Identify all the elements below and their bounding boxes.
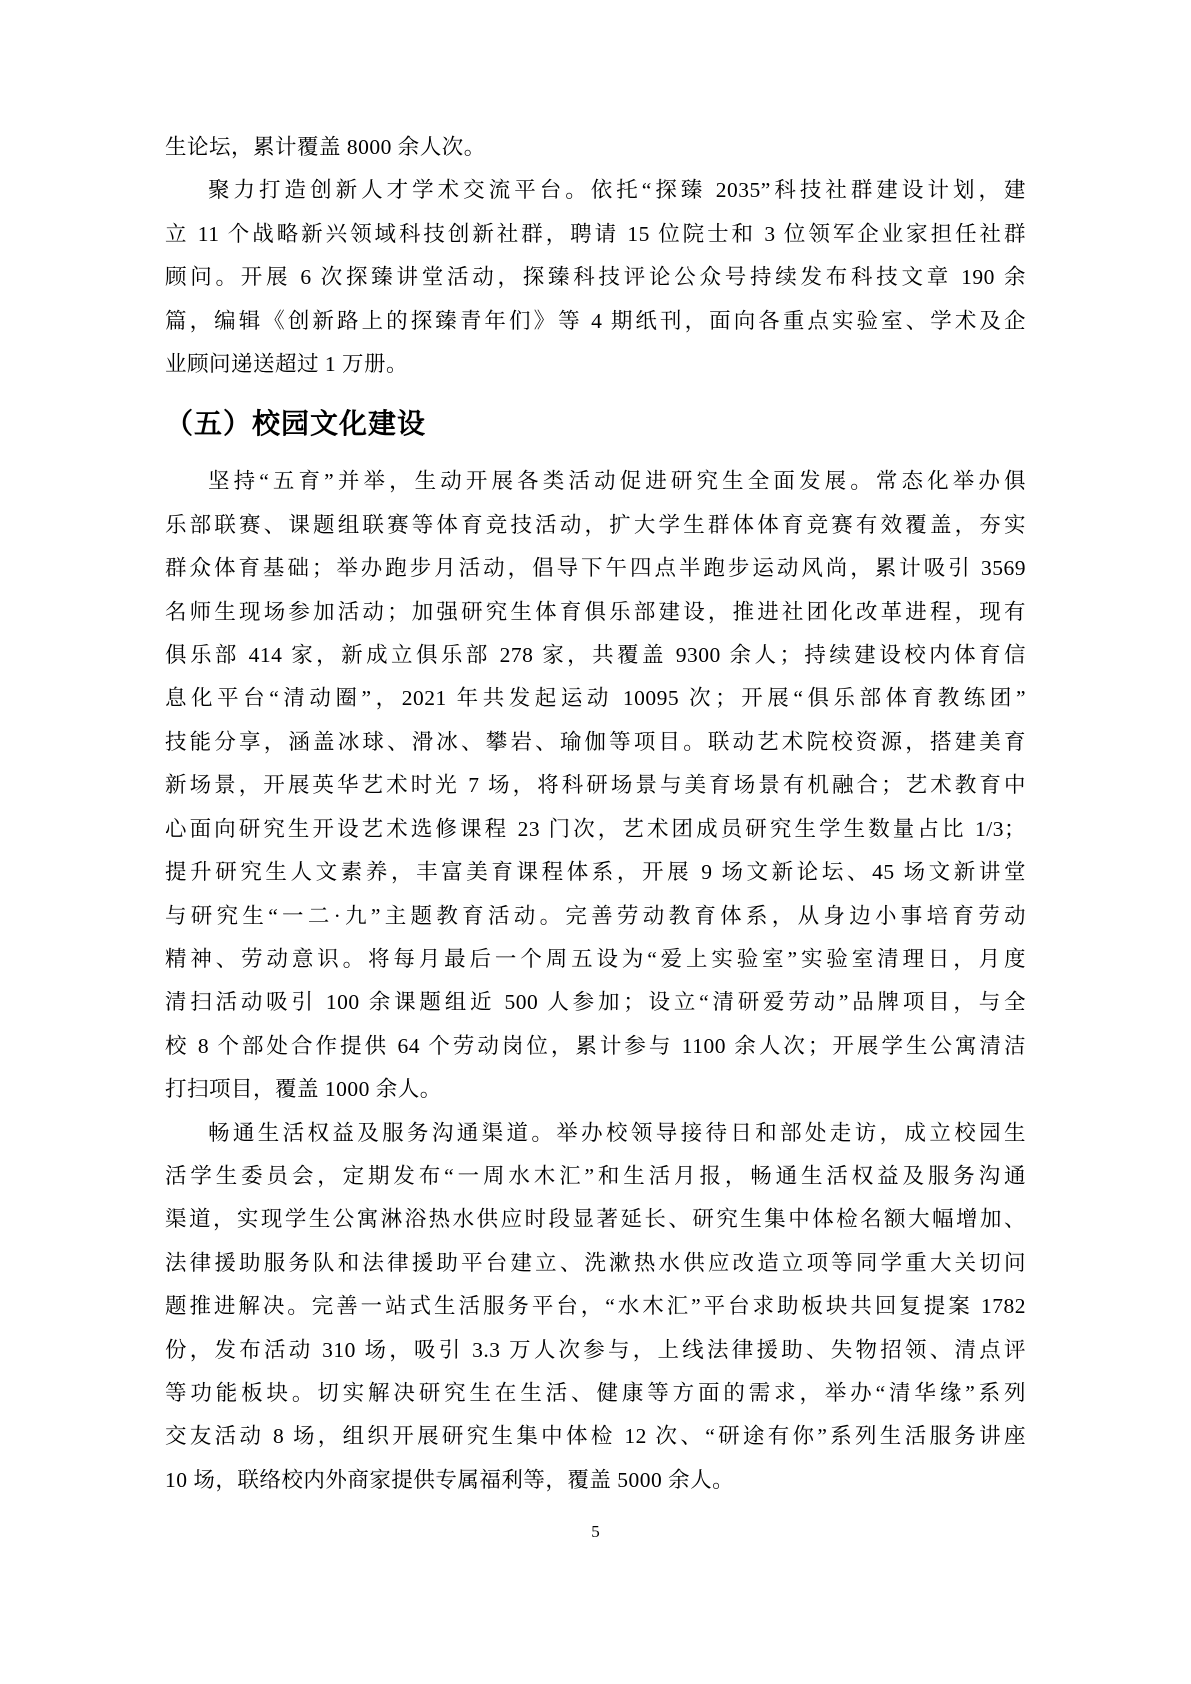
paragraph — [165, 460, 1026, 1111]
text-line: 交友活动 8 场，组织开展研究生集中体检 12 次、“研途有你”系列生活服务讲座 — [165, 1424, 1026, 1449]
text-line: 等功能板块。切实解决研究生在生活、健康等方面的需求，举办“清华缘”系列 — [165, 1380, 1026, 1405]
text-line: 技能分享，涵盖冰球、滑冰、攀岩、瑜伽等项目。联动艺术院校资源，搭建美育 — [165, 729, 1026, 754]
document-content — [165, 126, 1026, 1502]
paragraph — [165, 126, 1026, 169]
paragraph — [165, 169, 1026, 386]
text-line: 生论坛，累计覆盖 8000 余人次。 — [165, 135, 486, 159]
section-heading: （五）校园文化建设 — [165, 408, 427, 440]
text-line: 打扫项目，覆盖 1000 余人。 — [165, 1077, 442, 1102]
text-line: 与研究生“一二·九”主题教育活动。完善劳动教育体系，从身边小事培育劳动 — [165, 903, 1026, 928]
text-line: 立 11 个战略新兴领域科技创新社群，聘请 15 位院士和 3 位领军企业家担任社群 — [165, 221, 1026, 246]
page-number: 5 — [591, 1522, 600, 1541]
text-line: 畅通生活权益及服务沟通渠道。举办校领导接待日和部处走访，成立校园生 — [208, 1120, 1026, 1145]
text-line: 名师生现场参加活动；加强研究生体育俱乐部建设，推进社团化改革进程，现有 — [165, 599, 1026, 624]
text-line: 息化平台“清动圈”，2021 年共发起运动 10095 次；开展“俱乐部体育教练团” — [165, 686, 1026, 711]
text-line: 聚力打造创新人才学术交流平台。依托“探臻 2035”科技社群建设计划，建 — [208, 178, 1026, 203]
page-footer — [0, 1522, 1191, 1542]
text-line: 题推进解决。完善一站式生活服务平台，“水木汇”平台求助板块共回复提案 1782 — [165, 1294, 1026, 1319]
text-line: 提升研究生人文素养，丰富美育课程体系，开展 9 场文新论坛、45 场文新讲堂 — [165, 860, 1026, 885]
text-line: 新场景，开展英华艺术时光 7 场，将科研场景与美育场景有机融合；艺术教育中 — [165, 773, 1026, 798]
text-line: 精神、劳动意识。将每月最后一个周五设为“爱上实验室”实验室清理日，月度 — [165, 946, 1026, 971]
text-line: 业顾问递送超过 1 万册。 — [165, 352, 409, 377]
paragraph — [165, 1112, 1026, 1503]
text-line: 活学生委员会，定期发布“一周水木汇”和生活月报，畅通生活权益及服务沟通 — [165, 1163, 1026, 1188]
text-line: 群众体育基础；举办跑步月活动，倡导下午四点半跑步运动风尚，累计吸引 3569 — [165, 556, 1026, 581]
text-line: 法律援助服务队和法律援助平台建立、洗漱热水供应改造立项等同学重大关切问 — [165, 1250, 1026, 1275]
text-line: 校 8 个部处合作提供 64 个劳动岗位，累计参与 1100 余人次；开展学生公寓清洁 — [165, 1033, 1026, 1058]
text-line: 顾问。开展 6 次探臻讲堂活动，探臻科技评论公众号持续发布科技文章 190 余 — [165, 265, 1026, 290]
text-line: 10 场，联络校内外商家提供专属福利等，覆盖 5000 余人。 — [165, 1467, 735, 1492]
text-line: 俱乐部 414 家，新成立俱乐部 278 家，共覆盖 9300 余人；持续建设校内体育信 — [165, 643, 1026, 668]
text-line: 心面向研究生开设艺术选修课程 23 门次，艺术团成员研究生学生数量占比 1/3； — [165, 816, 1026, 841]
text-line: 份，发布活动 310 场，吸引 3.3 万人次参与，上线法律援助、失物招领、清点评 — [165, 1337, 1026, 1362]
text-line: 乐部联赛、课题组联赛等体育竞技活动，扩大学生群体体育竞赛有效覆盖，夯实 — [165, 512, 1026, 537]
text-line: 篇，编辑《创新路上的探臻青年们》等 4 期纸刊，面向各重点实验室、学术及企 — [165, 308, 1026, 333]
text-line: 渠道，实现学生公寓淋浴热水供应时段显著延长、研究生集中体检名额大幅增加、 — [165, 1207, 1026, 1232]
text-line: 坚持“五育”并举，生动开展各类活动促进研究生全面发展。常态化举办俱 — [208, 469, 1026, 494]
text-line: 清扫活动吸引 100 余课题组近 500 人参加；设立“清研爱劳动”品牌项目，与全 — [165, 990, 1026, 1015]
